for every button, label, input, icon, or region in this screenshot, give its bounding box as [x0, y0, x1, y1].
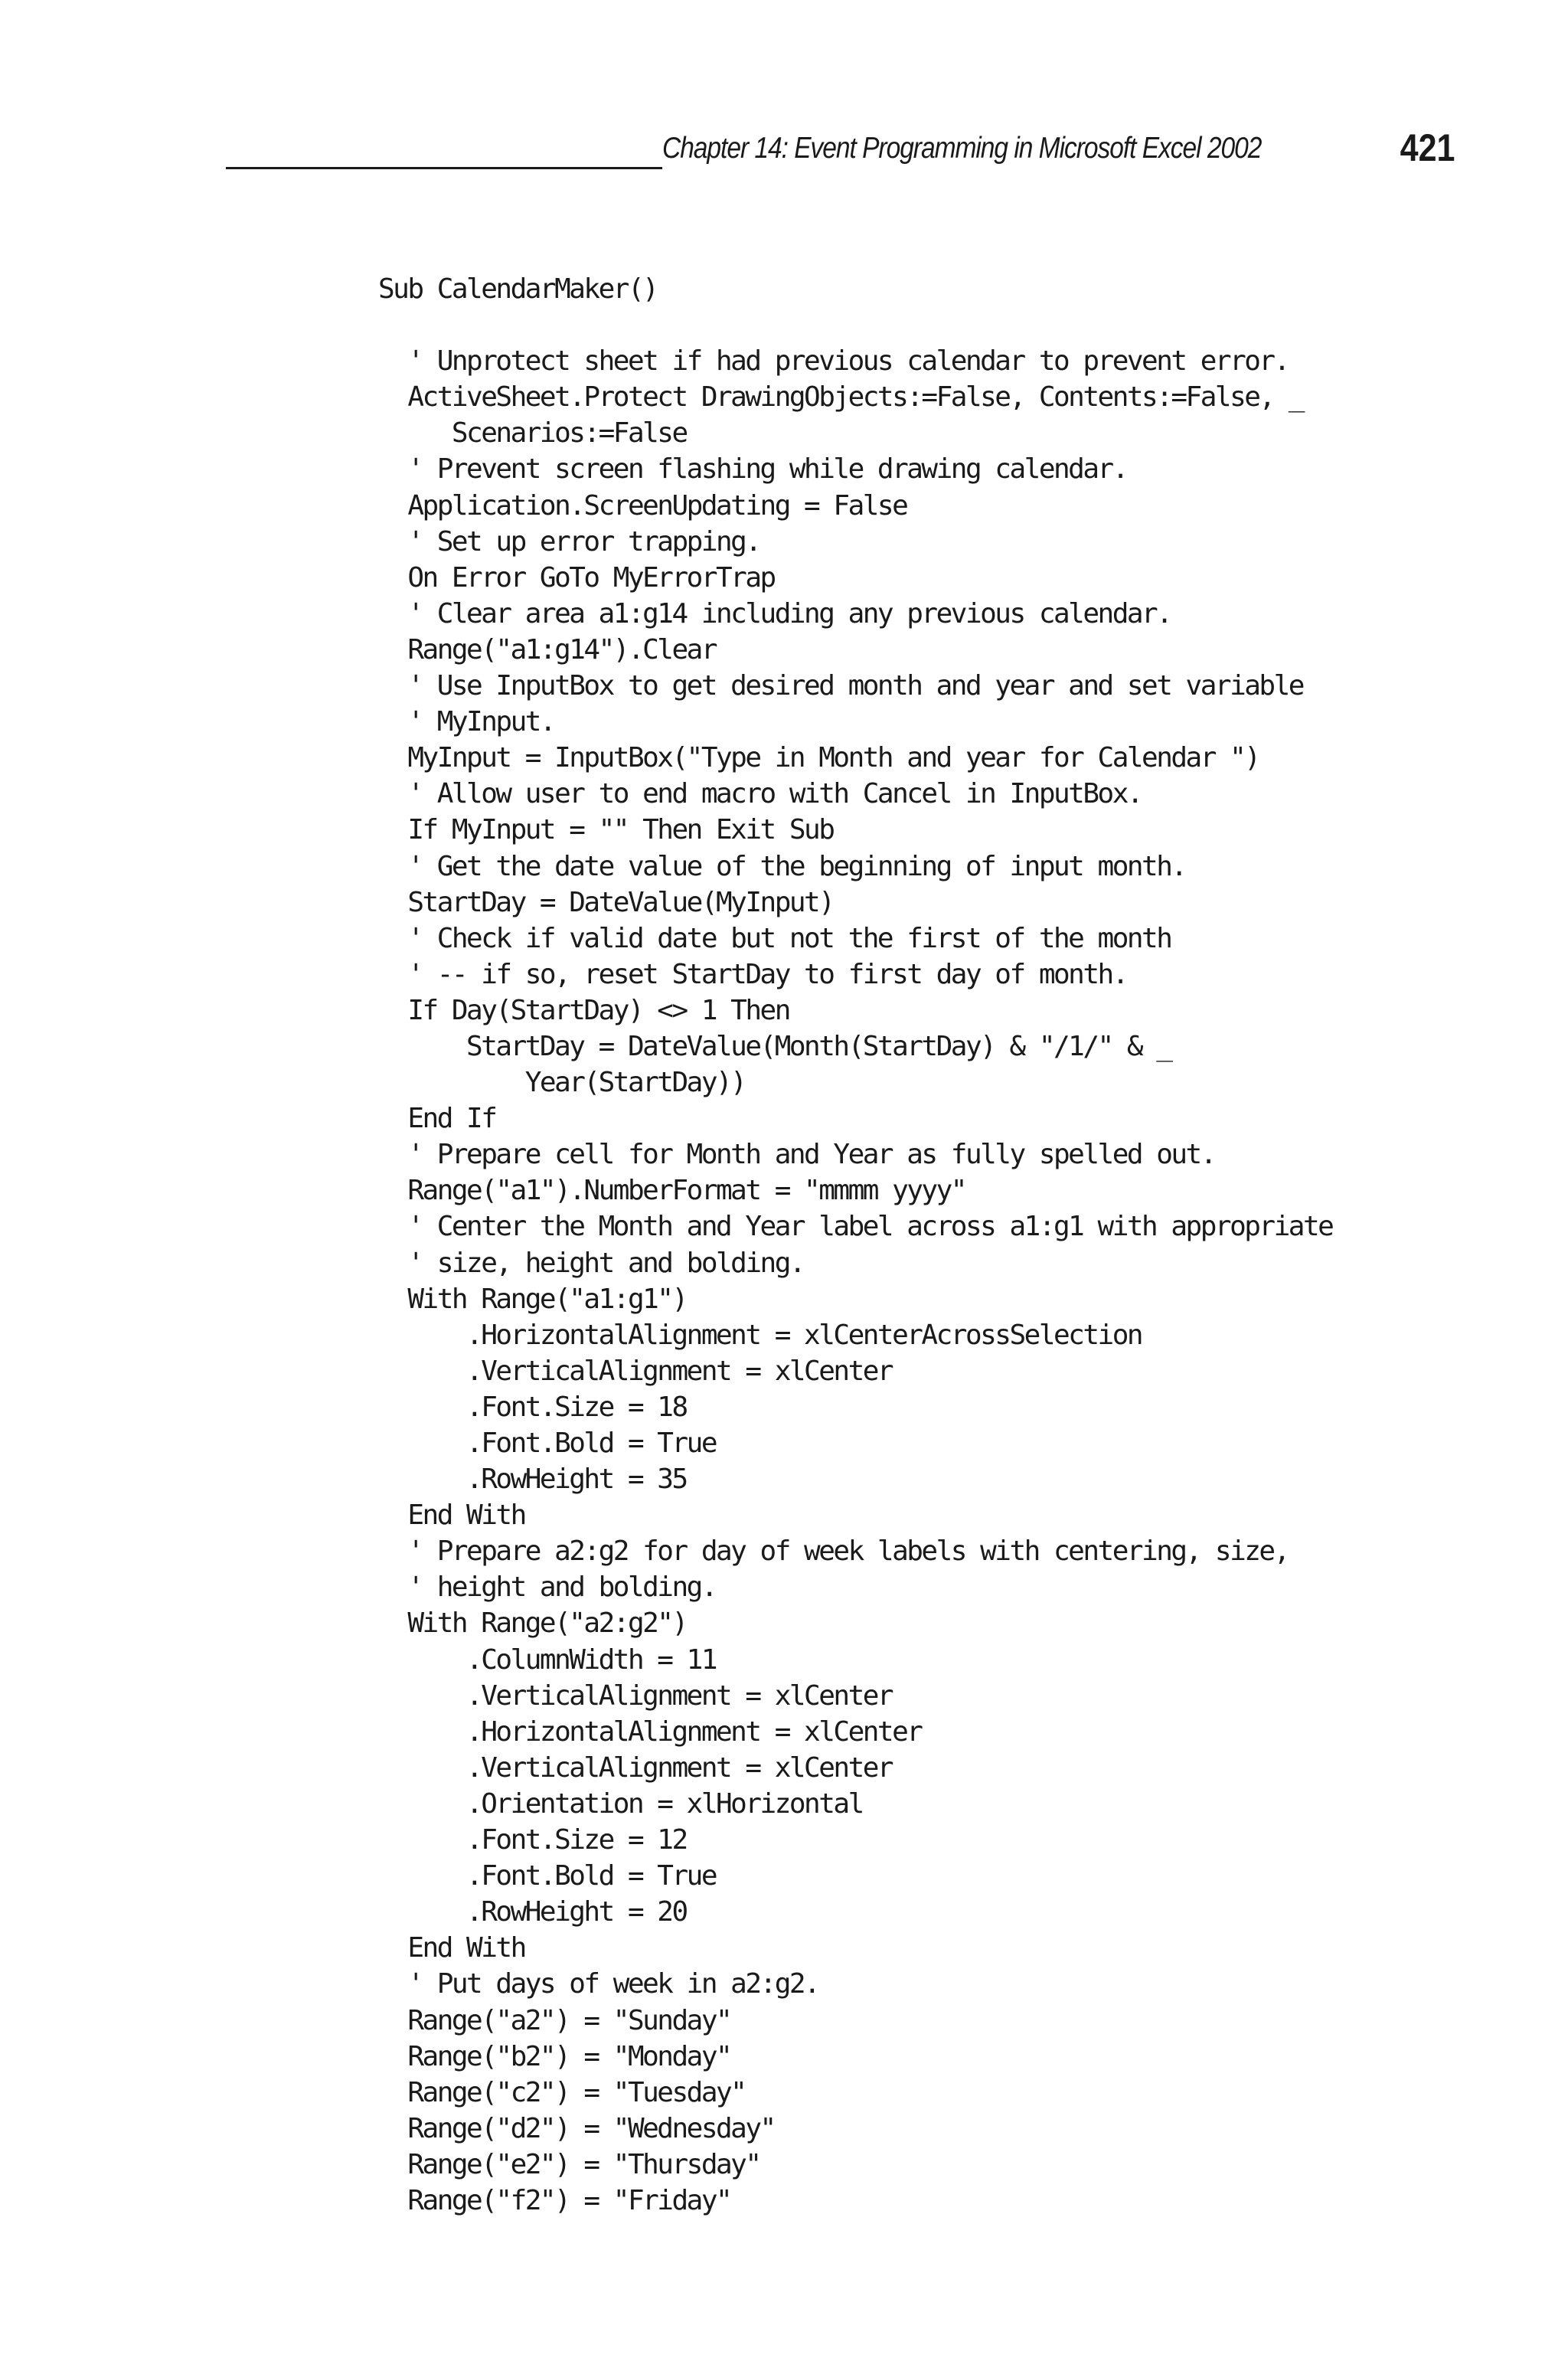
code-line: .Font.Bold = True: [378, 1860, 716, 1892]
code-line: ' Allow user to end macro with Cancel in InputBox.: [378, 778, 1142, 810]
code-line: .HorizontalAlignment = xlCenterAcrossSelection: [378, 1319, 1142, 1351]
code-line: ' Prevent screen flashing while drawing calendar.: [378, 453, 1127, 486]
code-line: .ColumnWidth = 11: [378, 1643, 716, 1676]
code-line: Range("e2") = "Thursday": [378, 2148, 760, 2180]
chapter-title: Chapter 14: Event Programming in Microsoft Excel 2002: [662, 132, 1262, 165]
code-line: ' Set up error trapping.: [378, 525, 760, 558]
code-line: .RowHeight = 20: [378, 1896, 687, 1928]
code-line: Year(StartDay)): [378, 1067, 746, 1099]
code-line: .Orientation = xlHorizontal: [378, 1787, 863, 1820]
code-line: .Font.Size = 12: [378, 1824, 687, 1856]
code-line: .Font.Bold = True: [378, 1428, 716, 1459]
code-line: ' height and bolding.: [378, 1571, 716, 1604]
code-line: ' MyInput.: [378, 706, 555, 738]
code-line: ' size, height and bolding.: [378, 1247, 805, 1279]
code-line: ' Use InputBox to get desired month and year and set variable: [378, 670, 1303, 702]
code-line: ' Clear area a1:g14 including any previous calendar.: [378, 597, 1171, 630]
code-line: .RowHeight = 35: [378, 1464, 687, 1496]
code-line: Range("c2") = "Tuesday": [378, 2076, 746, 2108]
code-line: End With: [378, 1932, 525, 1964]
code-line: Range("a2") = "Sunday": [378, 2004, 731, 2036]
page-number: 421: [1400, 126, 1455, 169]
code-line: ActiveSheet.Protect DrawingObjects:=False, Contents:=False, _: [378, 381, 1303, 414]
code-line: ' Get the date value of the beginning of input month.: [378, 850, 1186, 882]
code-line: Application.ScreenUpdating = False: [378, 489, 907, 522]
code-line: Sub CalendarMaker(): [378, 273, 658, 305]
code-line: ' Prepare a2:g2 for day of week labels with centering, size,: [378, 1535, 1289, 1568]
code-line: ' Unprotect sheet if had previous calendar to prevent error.: [378, 345, 1289, 378]
code-line: If Day(StartDay) <> 1 Then: [378, 994, 789, 1026]
code-line: If MyInput = "" Then Exit Sub: [378, 814, 834, 846]
code-line: .Font.Size = 18: [378, 1391, 687, 1423]
code-line: End If: [378, 1103, 496, 1135]
code-line: ' Check if valid date but not the first of the month: [378, 922, 1171, 954]
code-listing: [378, 271, 1332, 2219]
page-header: [226, 115, 1493, 176]
code-line: On Error GoTo MyErrorTrap: [378, 561, 775, 594]
code-line: ' Prepare cell for Month and Year as fully spelled out.: [378, 1139, 1215, 1171]
code-line: .VerticalAlignment = xlCenter: [378, 1355, 893, 1387]
code-line: Range("a1:g14").Clear: [378, 633, 716, 666]
code-line: Range("a1").NumberFormat = "mmmm yyyy": [378, 1175, 965, 1207]
code-line: Range("b2") = "Monday": [378, 2040, 731, 2072]
code-line: StartDay = DateValue(Month(StartDay) & "/1/" & _: [378, 1030, 1171, 1062]
code-line: ' -- if so, reset StartDay to first day of month.: [378, 958, 1127, 990]
code-line: ' Put days of week in a2:g2.: [378, 1968, 819, 2000]
code-line: [378, 307, 1332, 343]
code-line: .VerticalAlignment = xlCenter: [378, 1751, 893, 1784]
code-line: StartDay = DateValue(MyInput): [378, 886, 834, 918]
code-line: With Range("a2:g2"): [378, 1607, 687, 1640]
code-line: MyInput = InputBox("Type in Month and year for Calendar "): [378, 742, 1259, 774]
code-line: With Range("a1:g1"): [378, 1283, 687, 1315]
code-line: Scenarios:=False: [378, 417, 687, 450]
code-line: .HorizontalAlignment = xlCenter: [378, 1715, 922, 1748]
header-rule: [226, 167, 662, 169]
code-line: Range("f2") = "Friday": [378, 2184, 731, 2216]
code-line: .VerticalAlignment = xlCenter: [378, 1679, 893, 1712]
code-line: ' Center the Month and Year label across a1:g1 with appropriate: [378, 1211, 1333, 1243]
code-line: Range("d2") = "Wednesday": [378, 2112, 775, 2144]
code-line: End With: [378, 1500, 525, 1532]
